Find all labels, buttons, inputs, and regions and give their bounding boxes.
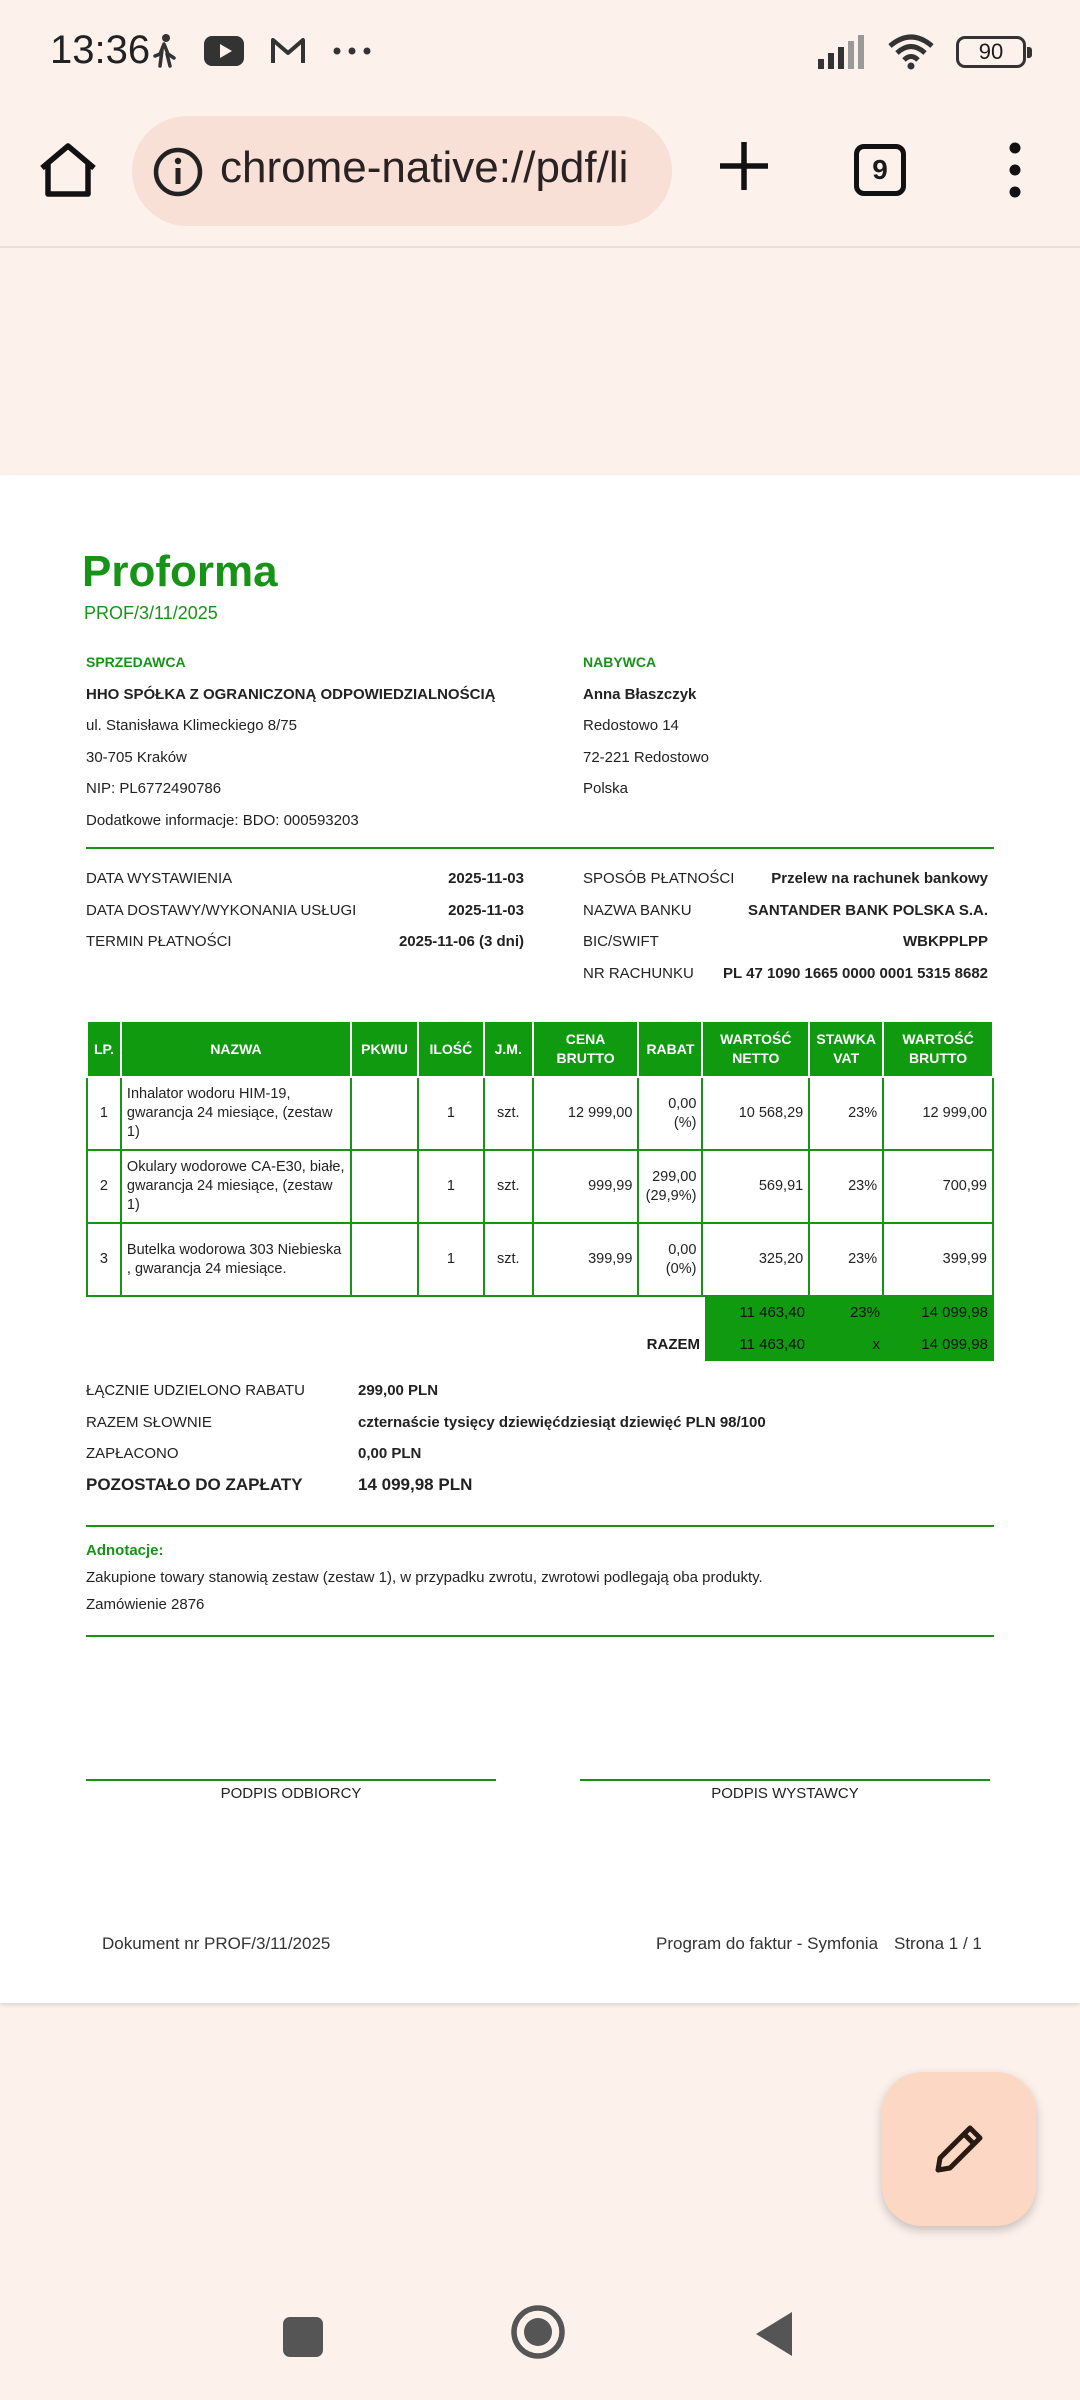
cell-unit: szt. — [484, 1077, 533, 1150]
more-icon — [332, 46, 372, 56]
cell-price: 12 999,00 — [533, 1077, 639, 1150]
header-gross — [883, 1021, 993, 1077]
header-price — [533, 1021, 639, 1077]
payment-row — [583, 958, 988, 990]
notes-header: Adnotacje: — [86, 1542, 164, 1559]
payment-label: BIC/SWIFT — [583, 933, 659, 951]
cell-unit: szt. — [484, 1150, 533, 1223]
seller-block — [86, 647, 495, 836]
vat-summary-row — [0, 1297, 1080, 1329]
notification-icons — [152, 34, 372, 68]
date-value: 2025-11-03 — [448, 870, 524, 888]
signature-issuer: PODPIS WYSTAWCY — [580, 1779, 990, 1809]
date-value: 2025-11-06 (3 dni) — [398, 933, 524, 951]
cell-price: 999,99 — [533, 1150, 639, 1223]
date-label: DATA WYSTAWIENIA — [86, 870, 233, 888]
cell-pkwiu — [351, 1077, 418, 1150]
buyer-city: 72-221 Redostowo — [583, 748, 709, 766]
cell-lp: 3 — [87, 1223, 121, 1296]
payment-value: WBKPPLPP — [902, 933, 988, 951]
cell-qty: 1 — [418, 1223, 484, 1296]
divider — [86, 1635, 994, 1637]
table-row — [87, 1150, 993, 1223]
cell-unit: szt. — [484, 1223, 533, 1296]
date-row — [86, 863, 524, 895]
cell-price: 399,99 — [533, 1223, 639, 1296]
notes-block — [86, 1537, 763, 1618]
seller-name: HHO SPÓŁKA Z OGRANICZONĄ ODPOWIEDZIALNOŚCIĄ — [86, 685, 496, 703]
total-net: 11 463,40 — [705, 1329, 811, 1361]
header-vat-l2: VAT — [833, 1050, 860, 1066]
payment-value: Przelew na rachunek bankowy — [771, 870, 988, 888]
header-unit: J.M. — [484, 1021, 533, 1077]
address-bar[interactable] — [132, 116, 672, 226]
wifi-icon — [888, 34, 934, 70]
status-bar — [0, 0, 1080, 108]
cell-qty: 1 — [418, 1150, 484, 1223]
tab-switcher-button[interactable]: 9 — [854, 144, 906, 196]
header-gross-l2: BRUTTO — [909, 1050, 968, 1066]
new-tab-icon[interactable] — [716, 138, 772, 194]
header-pkwiu: PKWIU — [351, 1021, 418, 1077]
walking-icon — [152, 34, 178, 68]
cell-gross: 12 999,00 — [883, 1077, 993, 1150]
notes-line: Zamówienie 2876 — [86, 1596, 205, 1613]
totals-label: ZAPŁACONO — [86, 1445, 179, 1463]
header-name: NAZWA — [121, 1021, 351, 1077]
totals-label: RAZEM SŁOWNIE — [86, 1413, 212, 1431]
cell-discount — [638, 1223, 702, 1296]
payment-value: PL 47 1090 1665 0000 0001 5315 8682 — [723, 964, 988, 982]
battery-icon: 90 — [956, 36, 1026, 68]
total-row — [0, 1329, 1080, 1361]
cell-pkwiu — [351, 1150, 418, 1223]
header-lp: LP. — [87, 1021, 121, 1077]
header-price-l1: CENA — [565, 1031, 606, 1047]
payment-value: SANTANDER BANK POLSKA S.A. — [747, 901, 988, 919]
gmail-icon — [270, 37, 306, 65]
buyer-block — [583, 647, 709, 805]
vat-summary-rate: 23% — [811, 1297, 886, 1329]
header-qty: ILOŚĆ — [418, 1021, 484, 1077]
header-discount: RABAT — [638, 1021, 702, 1077]
vat-summary-net: 11 463,40 — [705, 1297, 811, 1329]
overflow-menu-icon[interactable] — [1000, 140, 1030, 200]
totals-row — [86, 1375, 766, 1407]
buyer-header: NABYWCA — [583, 654, 657, 670]
footer-program: Program do faktur - Symfonia — [656, 1934, 879, 1953]
header-net-l1: WARTOŚĆ — [720, 1031, 792, 1047]
cell-name: Butelka wodorowa 303 Niebieska , gwarancja 24 miesiące. — [121, 1223, 351, 1296]
buyer-country: Polska — [583, 780, 629, 797]
cell-net: 10 568,29 — [702, 1077, 809, 1150]
cell-pkwiu — [351, 1223, 418, 1296]
seller-street: ul. Stanisława Klimeckiego 8/75 — [86, 717, 297, 734]
header-vat-l1: STAWKA — [816, 1031, 876, 1047]
seller-nip: NIP: PL6772490786 — [86, 780, 222, 797]
buyer-street: Redostowo 14 — [583, 717, 679, 734]
total-gross: 14 099,98 — [886, 1329, 994, 1361]
edit-button[interactable] — [882, 2072, 1036, 2226]
totals-label: ŁĄCZNIE UDZIELONO RABATU — [86, 1382, 305, 1400]
payment-block — [583, 863, 988, 989]
payment-label: NR RACHUNKU — [583, 964, 694, 982]
totals-row — [86, 1438, 766, 1470]
totals-value: 0,00 PLN — [358, 1445, 422, 1463]
items-table — [86, 1020, 994, 1297]
home-icon[interactable] — [36, 138, 100, 202]
signal-icon — [818, 35, 866, 69]
totals-block — [86, 1375, 766, 1501]
totals-row — [86, 1470, 766, 1502]
youtube-icon — [204, 36, 244, 66]
total-label: RAZEM — [646, 1336, 700, 1353]
cell-discount-value: 0,00 — [668, 1241, 697, 1258]
navigation-bar — [0, 2270, 1080, 2400]
signature-receiver: PODPIS ODBIORCY — [86, 1779, 496, 1809]
cell-discount — [638, 1077, 702, 1150]
total-vat: x — [811, 1329, 886, 1361]
cell-name: Okulary wodorowe CA-E30, białe, gwarancja 24 miesiące, (zestaw 1) — [121, 1150, 351, 1223]
dates-block — [86, 863, 524, 958]
footer-page: Strona 1 / 1 — [894, 1934, 982, 1953]
payment-label: SPOSÓB PŁATNOŚCI — [583, 870, 735, 888]
table-header-row — [87, 1021, 993, 1077]
header-net — [702, 1021, 809, 1077]
date-label: TERMIN PŁATNOŚCI — [86, 933, 232, 951]
header-net-l2: NETTO — [732, 1050, 780, 1066]
cell-vat: 23% — [809, 1077, 883, 1150]
cell-lp: 2 — [87, 1150, 121, 1223]
home-nav-icon[interactable] — [510, 2304, 566, 2360]
date-value: 2025-11-03 — [448, 901, 524, 919]
vat-summary-gross: 14 099,98 — [886, 1297, 994, 1329]
cell-discount-percent: (0%) — [665, 1260, 697, 1277]
status-time: 13:36 — [50, 28, 151, 72]
cell-net: 569,91 — [702, 1150, 809, 1223]
footer-document: Dokument nr PROF/3/11/2025 — [102, 1934, 331, 1953]
browser-toolbar — [0, 108, 1080, 248]
payment-label: NAZWA BANKU — [583, 901, 692, 919]
divider — [86, 847, 994, 849]
cell-gross: 700,99 — [883, 1150, 993, 1223]
payment-row — [583, 926, 988, 958]
payment-row — [583, 895, 988, 927]
seller-city: 30-705 Kraków — [86, 748, 187, 766]
date-row — [86, 895, 524, 927]
cell-discount — [638, 1150, 702, 1223]
pencil-icon — [928, 2118, 990, 2180]
back-icon[interactable] — [754, 2310, 794, 2358]
totals-label: POZOSTAŁO DO ZAPŁATY — [86, 1475, 303, 1495]
cell-name: Inhalator wodoru HIM-19, gwarancja 24 miesiące, (zestaw 1) — [121, 1077, 351, 1150]
cell-lp: 1 — [87, 1077, 121, 1150]
header-price-l2: BRUTTO — [556, 1050, 615, 1066]
payment-row — [583, 863, 988, 895]
table-row — [87, 1077, 993, 1150]
notes-line: Zakupione towary stanowią zestaw (zestaw 1), w przypadku zwrotu, zwrotowi podlegają oba produkty. — [86, 1569, 763, 1586]
url-text[interactable]: chrome-native://pdf/li — [220, 143, 629, 192]
divider — [86, 1525, 994, 1527]
header-gross-l1: WARTOŚĆ — [902, 1031, 974, 1047]
table-row — [87, 1223, 993, 1296]
totals-value: 14 099,98 PLN — [358, 1475, 473, 1495]
buyer-name: Anna Błaszczyk — [583, 685, 697, 703]
totals-value: czternaście tysięcy dziewięćdziesiąt dziewięć PLN 98/100 — [358, 1413, 766, 1431]
seller-extra-info: Dodatkowe informacje: BDO: 000593203 — [86, 811, 359, 829]
cell-discount-percent: (29,9%) — [645, 1187, 697, 1204]
cell-net: 325,20 — [702, 1223, 809, 1296]
document-number: PROF/3/11/2025 — [84, 603, 218, 623]
info-icon[interactable] — [152, 146, 204, 198]
cell-vat: 23% — [809, 1223, 883, 1296]
document-title: Proforma — [82, 547, 278, 596]
cell-discount-value: 299,00 — [652, 1168, 697, 1185]
cell-vat: 23% — [809, 1150, 883, 1223]
date-row — [86, 926, 524, 958]
totals-value: 299,00 PLN — [358, 1382, 439, 1400]
header-vat — [809, 1021, 883, 1077]
totals-row — [86, 1407, 766, 1439]
seller-header: SPRZEDAWCA — [86, 654, 186, 670]
date-label: DATA DOSTAWY/WYKONANIA USŁUGI — [86, 901, 357, 919]
cell-discount-value: 0,00 — [668, 1095, 697, 1112]
cell-discount-percent: (%) — [673, 1114, 697, 1131]
cell-qty: 1 — [418, 1077, 484, 1150]
pdf-page[interactable] — [0, 475, 1080, 2003]
cell-gross: 399,99 — [883, 1223, 993, 1296]
recent-apps-icon[interactable] — [282, 2316, 324, 2358]
